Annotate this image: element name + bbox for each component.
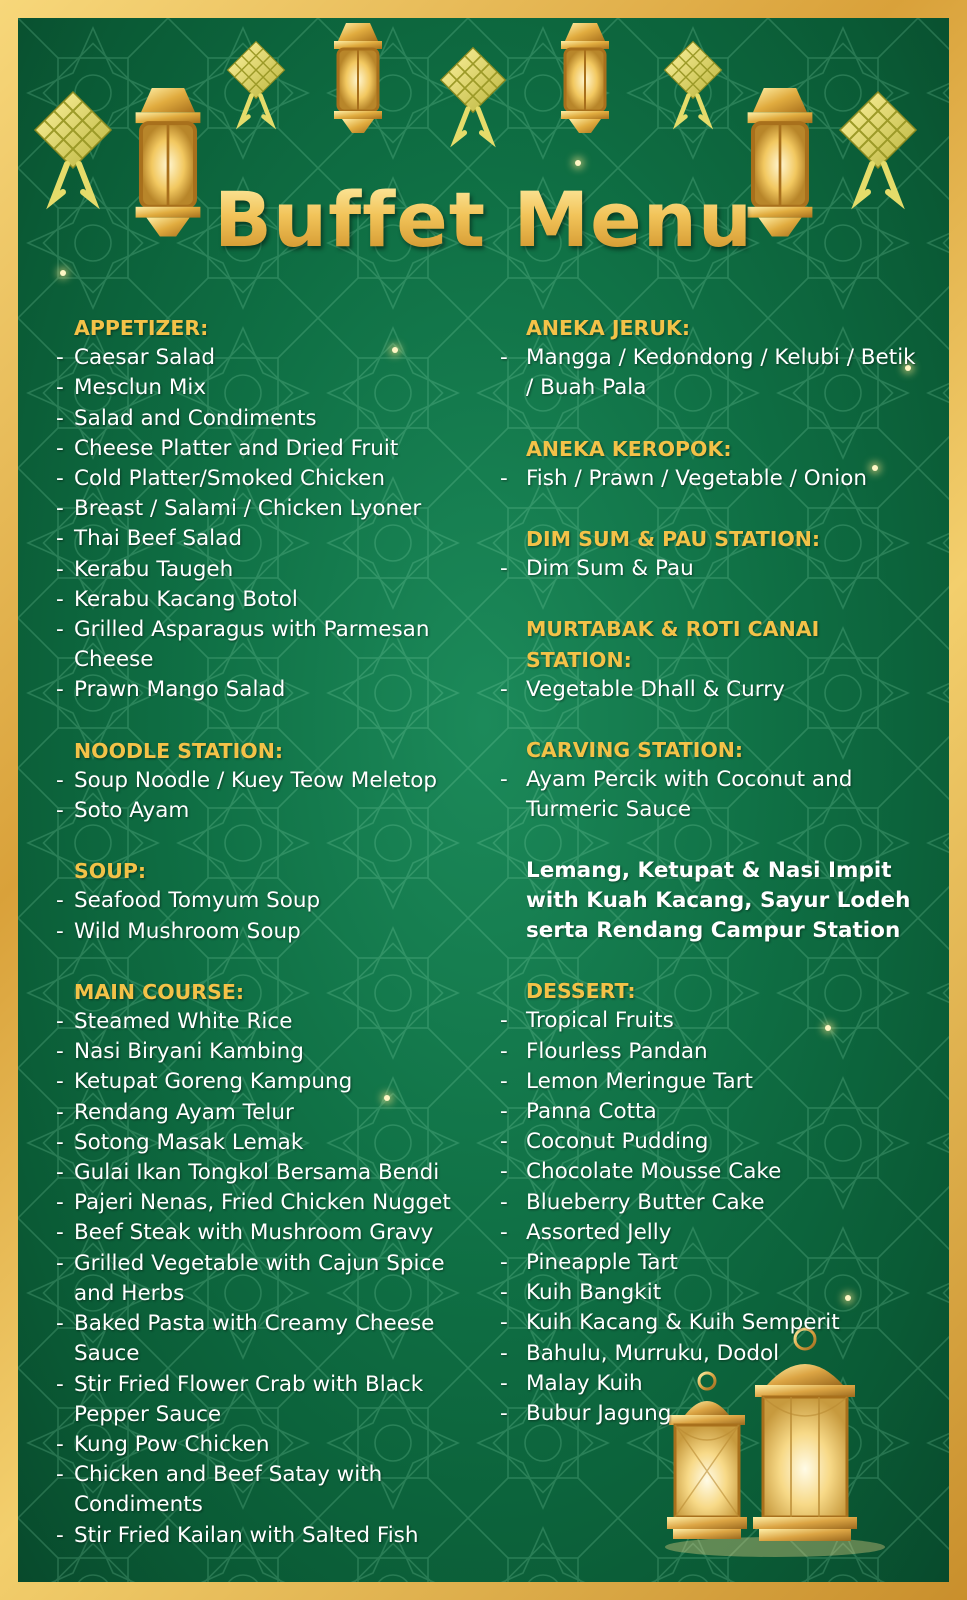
menu-item [56, 1249, 476, 1309]
menu-item-label: Panna Cotta [526, 1099, 657, 1125]
menu-item [56, 1007, 476, 1037]
menu-item [500, 1369, 920, 1399]
menu-item [56, 1370, 476, 1430]
menu-item-label: Wild Mushroom Soup [74, 918, 301, 944]
dash-bullet: - [56, 1099, 64, 1125]
menu-item-label: Cheese Platter and Dried Fruit [74, 435, 399, 461]
menu-item-label: Beef Steak with Mushroom Gravy [74, 1220, 434, 1246]
menu-item-label: Grilled Vegetable with Cajun Spice and Herbs [74, 1250, 445, 1306]
dash-bullet: - [56, 375, 64, 401]
menu-item-label: Caesar Salad [74, 345, 216, 371]
dash-bullet: - [56, 1522, 64, 1548]
section-heading: ANEKA JERUK: [526, 316, 691, 340]
menu-item [500, 1278, 920, 1308]
menu-section [500, 735, 920, 826]
menu-item-label: Nasi Biryani Kambing [74, 1039, 304, 1065]
menu-item-label: Blueberry Butter Cake [526, 1189, 765, 1215]
menu-item [56, 917, 476, 947]
menu-item [56, 524, 476, 554]
menu-item [56, 766, 476, 796]
menu-item-label: Dim Sum & Pau [526, 556, 694, 582]
dash-bullet: - [500, 1038, 508, 1064]
menu-item [500, 343, 920, 403]
menu-item [56, 373, 476, 403]
menu-item-label: Gulai Ikan Tongkol Bersama Bendi [74, 1160, 440, 1186]
menu-item-label: Fish / Prawn / Vegetable / Onion [526, 465, 868, 491]
dash-bullet: - [56, 526, 64, 552]
menu-item-label: Malay Kuih [526, 1370, 643, 1396]
menu-item [500, 554, 920, 584]
menu-section [56, 313, 476, 706]
menu-item-label: Kerabu Kacang Botol [74, 586, 298, 612]
menu-item-label: Bubur Jagung [526, 1401, 672, 1427]
dash-bullet: - [56, 677, 64, 703]
menu-item-label: Kuih Kacang & Kuih Semperit [526, 1310, 840, 1336]
menu-item [56, 675, 476, 705]
menu-item [500, 1127, 920, 1157]
dash-bullet: - [500, 1340, 508, 1366]
page-title: Buffet Menu [0, 175, 967, 264]
section-heading: DESSERT: [526, 979, 636, 1004]
menu-item [56, 1188, 476, 1218]
menu-item [500, 1308, 920, 1338]
menu-item-label: Thai Beef Salad [74, 526, 242, 552]
dash-bullet: - [500, 465, 508, 491]
menu-item [56, 796, 476, 826]
menu-item [500, 1399, 920, 1429]
menu-item [56, 1309, 476, 1369]
dash-bullet: - [500, 676, 508, 702]
dash-bullet: - [56, 1129, 64, 1155]
menu-item [56, 1218, 476, 1248]
section-heading: DIM SUM & PAU STATION: [526, 527, 821, 552]
dash-bullet: - [500, 1280, 508, 1306]
menu-item-label: Sotong Masak Lemak [74, 1129, 304, 1155]
dash-bullet: - [56, 1069, 64, 1095]
menu-item [56, 1430, 476, 1460]
menu-item [500, 1157, 920, 1187]
section-heading: CARVING STATION: [526, 738, 744, 763]
menu-item [56, 886, 476, 916]
menu-item-label: Breast / Salami / Chicken Lyoner [74, 496, 422, 522]
dash-bullet: - [56, 1371, 64, 1397]
menu-item [56, 434, 476, 464]
menu-item [500, 1006, 920, 1036]
menu-item-label: Vegetable Dhall & Curry [526, 676, 785, 702]
left-menu-column [56, 313, 476, 1581]
menu-section [500, 614, 920, 705]
station-note: Lemang, Ketupat & Nasi Impit with Kuah Kacang, Sayur Lodeh serta Rendang Campur Station [526, 857, 911, 944]
dash-bullet: - [56, 1431, 64, 1457]
menu-item-label: Grilled Asparagus with Parmesan Cheese [74, 617, 430, 673]
dash-bullet: - [56, 1190, 64, 1216]
menu-item [500, 1067, 920, 1097]
menu-item-label: Tropical Fruits [526, 1008, 674, 1034]
dash-bullet: - [500, 1310, 508, 1336]
dash-bullet: - [56, 918, 64, 944]
dash-bullet: - [500, 1401, 508, 1427]
section-heading: SOUP: [74, 859, 147, 884]
menu-section [500, 313, 920, 404]
dash-bullet: - [500, 1159, 508, 1185]
menu-item [500, 1218, 920, 1248]
menu-item [500, 1097, 920, 1127]
menu-item-label: Mangga / Kedondong / Kelubi / Betik / Buah Pala [526, 345, 916, 401]
menu-item-label: Soto Ayam [74, 798, 190, 824]
menu-item [56, 1098, 476, 1128]
dash-bullet: - [500, 1250, 508, 1276]
menu-item [56, 1460, 476, 1520]
menu-item [56, 1521, 476, 1551]
menu-item-label: Kerabu Taugeh [74, 556, 234, 582]
menu-section [56, 736, 476, 827]
menu-item [56, 404, 476, 434]
dash-bullet: - [500, 1008, 508, 1034]
menu-item [500, 464, 920, 494]
dash-bullet: - [56, 798, 64, 824]
dash-bullet: - [500, 1189, 508, 1215]
menu-item [56, 343, 476, 373]
menu-item-label: Flourless Pandan [526, 1038, 708, 1064]
sparkle [575, 160, 581, 166]
dash-bullet: - [56, 767, 64, 793]
menu-item [56, 615, 476, 675]
menu-item-label: Assorted Jelly [526, 1219, 672, 1245]
dash-bullet: - [56, 617, 64, 643]
menu-item [500, 1188, 920, 1218]
dash-bullet: - [500, 1219, 508, 1245]
sparkle [60, 270, 66, 276]
dash-bullet: - [500, 1129, 508, 1155]
menu-item-label: Bahulu, Murruku, Dodol [526, 1340, 780, 1366]
menu-item [56, 464, 476, 494]
menu-section [500, 524, 920, 584]
menu-item [500, 675, 920, 705]
section-heading: ANEKA KEROPOK: [526, 436, 732, 461]
dash-bullet: - [500, 556, 508, 582]
section-heading: NOODLE STATION: [74, 738, 284, 763]
section-heading: MURTABAK & ROTI CANAI STATION: [526, 617, 820, 672]
menu-section [500, 976, 920, 1429]
menu-item [56, 1128, 476, 1158]
right-menu-column [500, 313, 920, 1459]
dash-bullet: - [500, 1099, 508, 1125]
dash-bullet: - [56, 888, 64, 914]
dash-bullet: - [500, 767, 508, 793]
menu-item [500, 1248, 920, 1278]
menu-section [500, 434, 920, 494]
menu-item [500, 1037, 920, 1067]
dash-bullet: - [56, 1039, 64, 1065]
dash-bullet: - [56, 1250, 64, 1276]
menu-item [56, 1158, 476, 1188]
menu-item [56, 585, 476, 615]
menu-item [56, 1067, 476, 1097]
dash-bullet: - [500, 1370, 508, 1396]
menu-item-label: Rendang Ayam Telur [74, 1099, 294, 1125]
menu-section [56, 856, 476, 947]
menu-item-label: Stir Fried Flower Crab with Black Pepper Sauce [74, 1371, 424, 1427]
menu-item-label: Coconut Pudding [526, 1129, 709, 1155]
menu-item [56, 555, 476, 585]
menu-item-label: Pineapple Tart [526, 1250, 678, 1276]
menu-item-label: Salad and Condiments [74, 405, 317, 431]
dash-bullet: - [56, 556, 64, 582]
menu-item [56, 494, 476, 524]
menu-item-label: Pajeri Nenas, Fried Chicken Nugget [74, 1190, 451, 1216]
dash-bullet: - [56, 466, 64, 492]
dash-bullet: - [56, 1160, 64, 1186]
menu-item-label: Kuih Bangkit [526, 1280, 662, 1306]
menu-item-label: Soup Noodle / Kuey Teow Meletop [74, 767, 437, 793]
section-heading: APPETIZER: [74, 316, 209, 340]
menu-item-label: Prawn Mango Salad [74, 677, 286, 703]
menu-item [56, 1037, 476, 1067]
dash-bullet: - [56, 435, 64, 461]
menu-item-label: Chicken and Beef Satay with Condiments [74, 1462, 383, 1518]
menu-item-label: Ketupat Goreng Kampung [74, 1069, 353, 1095]
menu-item-label: Baked Pasta with Creamy Cheese Sauce [74, 1311, 435, 1367]
menu-item [500, 1339, 920, 1369]
menu-item-label: Stir Fried Kailan with Salted Fish [74, 1522, 419, 1548]
menu-item-label: Lemon Meringue Tart [526, 1068, 753, 1094]
menu-section [56, 977, 476, 1551]
dash-bullet: - [56, 586, 64, 612]
menu-item-label: Ayam Percik with Coconut and Turmeric Sauce [526, 767, 853, 823]
menu-item-label: Mesclun Mix [74, 375, 207, 401]
menu-item-label: Kung Pow Chicken [74, 1431, 270, 1457]
section-heading: MAIN COURSE: [74, 979, 245, 1004]
dash-bullet: - [56, 1311, 64, 1337]
dash-bullet: - [56, 405, 64, 431]
dash-bullet: - [500, 345, 508, 371]
dash-bullet: - [56, 1009, 64, 1035]
menu-item-label: Steamed White Rice [74, 1009, 293, 1035]
dash-bullet: - [56, 496, 64, 522]
dash-bullet: - [56, 1220, 64, 1246]
menu-item [500, 765, 920, 825]
menu-item-label: Chocolate Mousse Cake [526, 1159, 782, 1185]
dash-bullet: - [500, 1068, 508, 1094]
dash-bullet: - [56, 345, 64, 371]
menu-item-label: Cold Platter/Smoked Chicken [74, 466, 386, 492]
menu-item-label: Seafood Tomyum Soup [74, 888, 321, 914]
menu-section [500, 856, 920, 947]
dash-bullet: - [56, 1462, 64, 1488]
